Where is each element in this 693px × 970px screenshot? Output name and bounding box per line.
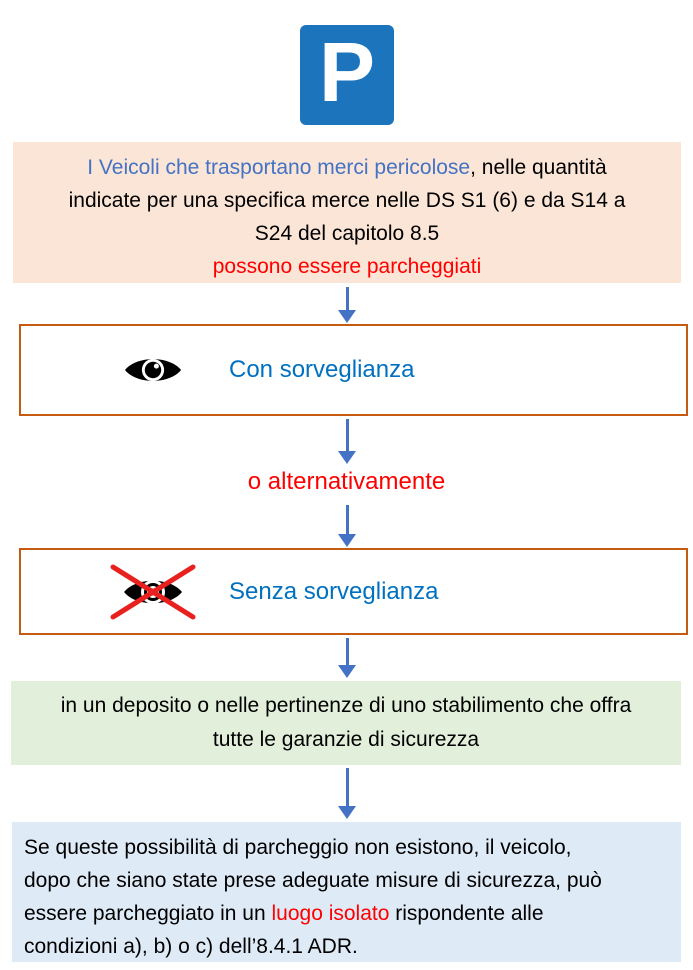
- con-sorveglianza-label: Con sorveglianza: [229, 356, 415, 383]
- fallback-line3-highlight: luogo isolato: [271, 902, 390, 925]
- parking-sign-icon: [300, 25, 394, 125]
- intro-line-4-red: possono essere parcheggiati: [212, 255, 482, 278]
- fallback-line-1: Se queste possibilità di parcheggio non esistono, il veicolo,: [24, 836, 572, 859]
- fallback-line3-after: rispondente alle: [389, 902, 544, 925]
- arrow-head: [338, 665, 356, 678]
- down-arrow-icon: [338, 419, 356, 464]
- fallback-line3-before: essere parcheggiato in un: [24, 902, 272, 925]
- arrow-shaft: [346, 638, 349, 665]
- intro-line1-highlight: I Veicoli che trasportano merci pericolose: [87, 156, 471, 179]
- fallback-line-2: dopo che siano state prese adeguate misure di sicurezza, può: [24, 869, 602, 892]
- arrow-head: [338, 310, 356, 323]
- down-arrow-icon: [338, 505, 356, 547]
- con-sorveglianza-box: [19, 324, 688, 416]
- fallback-line-4: condizioni a), b) o c) dell’8.4.1 ADR.: [24, 935, 358, 958]
- alternative-label: o alternativamente: [247, 468, 446, 495]
- arrow-head: [338, 534, 356, 547]
- down-arrow-icon: [338, 287, 356, 323]
- arrow-shaft: [346, 287, 349, 310]
- senza-sorveglianza-box: [19, 548, 688, 635]
- parking-sign-letter: P: [318, 25, 376, 119]
- down-arrow-icon: [338, 768, 356, 819]
- arrow-shaft: [346, 768, 349, 806]
- eye-crossed-icon: [89, 561, 217, 623]
- senza-sorveglianza-label: Senza sorveglianza: [229, 577, 439, 605]
- intro-line-3: S24 del capitolo 8.5: [254, 222, 440, 245]
- intro-line1-rest: , nelle quantità: [470, 156, 607, 179]
- arrow-shaft: [346, 419, 349, 451]
- intro-block: [13, 142, 681, 283]
- fallback-block: [12, 822, 681, 962]
- intro-line-1: [13, 151, 681, 184]
- deposit-line-2: tutte le garanzie di sicurezza: [212, 728, 480, 751]
- deposit-block: [11, 681, 681, 765]
- deposit-line-1: in un deposito o nelle pertinenze di uno stabilimento che offra: [60, 694, 632, 717]
- arrow-head: [338, 451, 356, 464]
- down-arrow-icon: [338, 638, 356, 678]
- intro-line-2: indicate per una specifica merce nelle DS S1 (6) e da S14 a: [68, 189, 626, 212]
- eye-icon: [89, 353, 217, 387]
- arrow-shaft: [346, 505, 349, 534]
- arrow-head: [338, 806, 356, 819]
- fallback-line-3: [24, 897, 675, 930]
